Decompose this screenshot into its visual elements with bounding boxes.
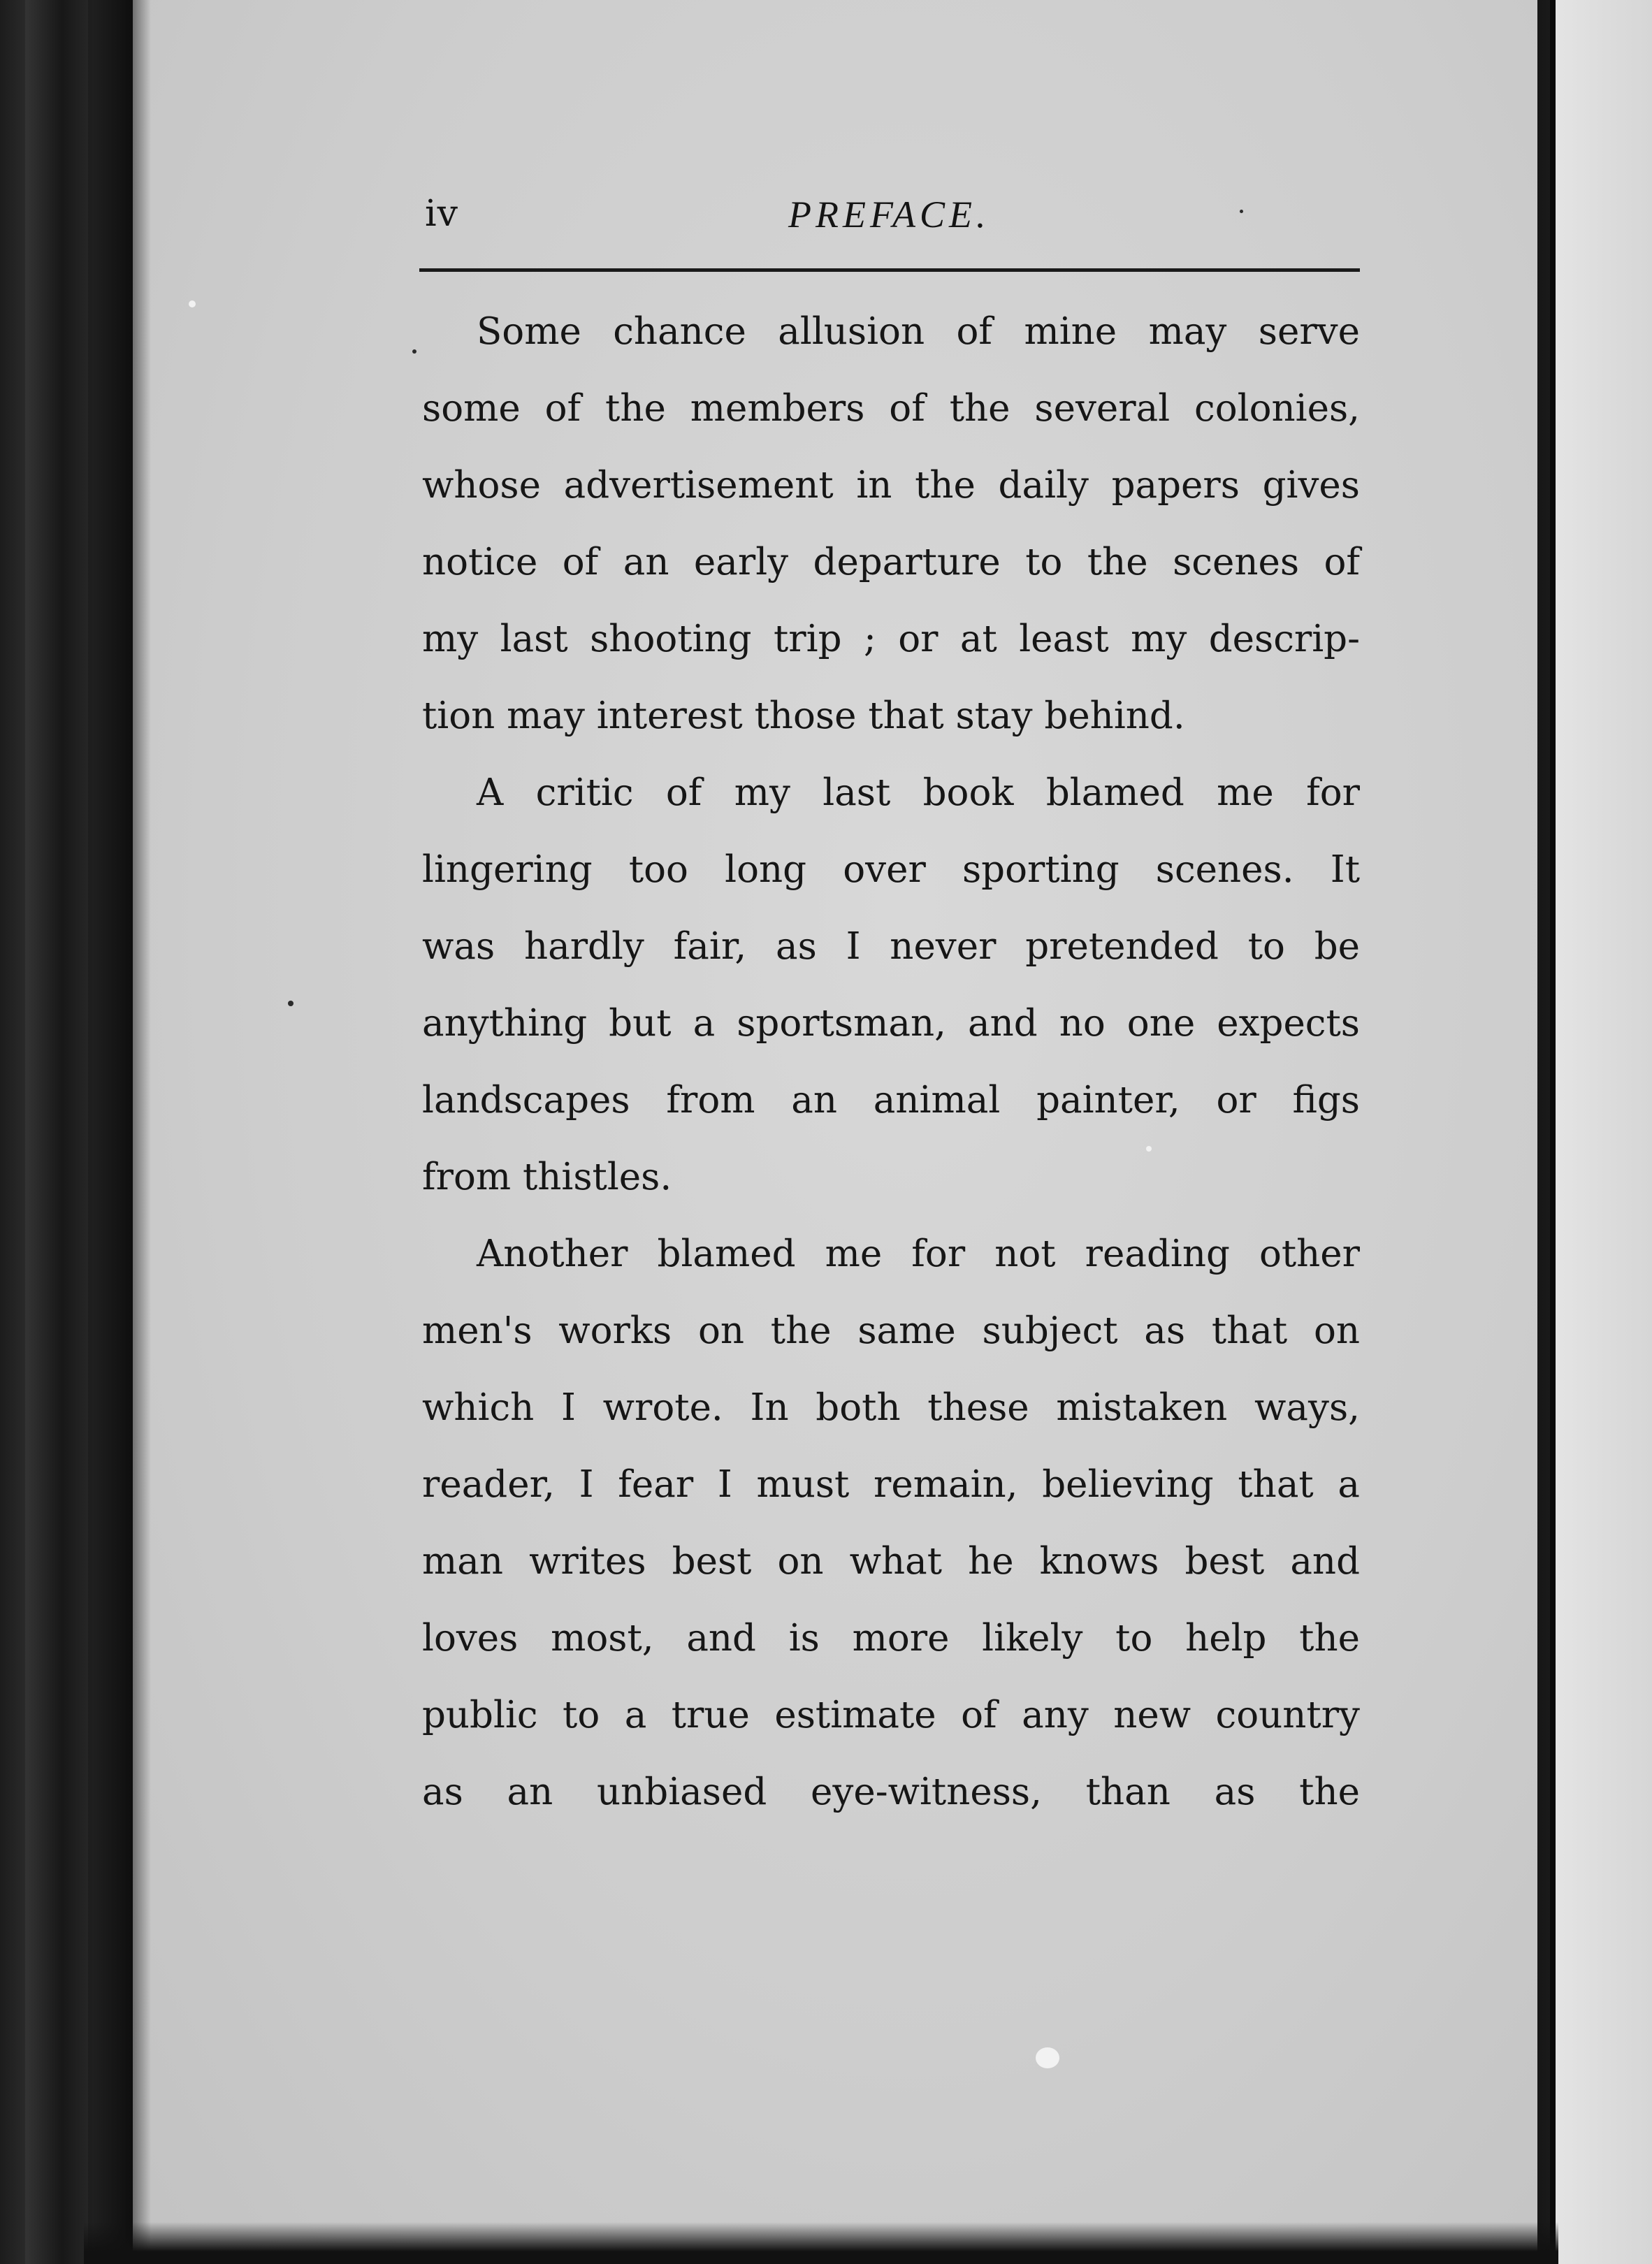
text-line: public to a true estimate of any new country <box>422 1694 1360 1736</box>
header-rule <box>419 268 1360 272</box>
text-line: as an unbiased eye-witness, than as the <box>422 1771 1360 1813</box>
page-header <box>425 193 1361 249</box>
body-text <box>422 293 1360 1831</box>
text-line: whose advertisement in the daily papers gives <box>422 464 1360 507</box>
running-head: PREFACE. <box>788 194 990 235</box>
text-line: notice of an early departure to the scenes of <box>422 541 1360 583</box>
text-line: reader, I fear I must remain, believing that a <box>422 1463 1360 1506</box>
bottom-shadow <box>84 2222 1558 2264</box>
text-line: some of the members of the several colonies, <box>422 387 1360 430</box>
dust-speck <box>1146 1146 1152 1152</box>
binding-edge <box>25 0 88 2264</box>
text-line: my last shooting trip ; or at least my descrip- <box>422 618 1360 660</box>
dust-speck <box>1240 210 1243 213</box>
text-line: landscapes from an animal painter, or figs <box>422 1079 1360 1122</box>
dust-speck <box>412 349 416 354</box>
text-line: A critic of my last book blamed me for <box>477 771 1360 814</box>
gutter-shadow <box>133 0 151 2264</box>
text-line: Another blamed me for not reading other <box>477 1233 1360 1275</box>
text-line: loves most, and is more likely to help the <box>422 1617 1360 1660</box>
text-line: was hardly fair, as I never pretended to be <box>422 925 1360 968</box>
text-line: man writes best on what he knows best and <box>422 1540 1360 1583</box>
dust-speck <box>1036 2047 1059 2068</box>
page-number: iv <box>425 193 459 235</box>
text-line: tion may interest those that stay behind. <box>422 695 1185 737</box>
dust-speck <box>288 1001 294 1006</box>
text-line: men's works on the same subject as that on <box>422 1309 1360 1352</box>
text-line: which I wrote. In both these mistaken ways, <box>422 1386 1360 1429</box>
text-line: anything but a sportsman, and no one expects <box>422 1002 1360 1045</box>
dust-speck <box>189 300 196 307</box>
text-line: lingering too long over sporting scenes. It <box>422 848 1360 891</box>
text-line: from thistles. <box>422 1156 672 1198</box>
leaf-divider <box>1550 0 1556 2264</box>
text-line: Some chance allusion of mine may serve <box>477 310 1360 353</box>
